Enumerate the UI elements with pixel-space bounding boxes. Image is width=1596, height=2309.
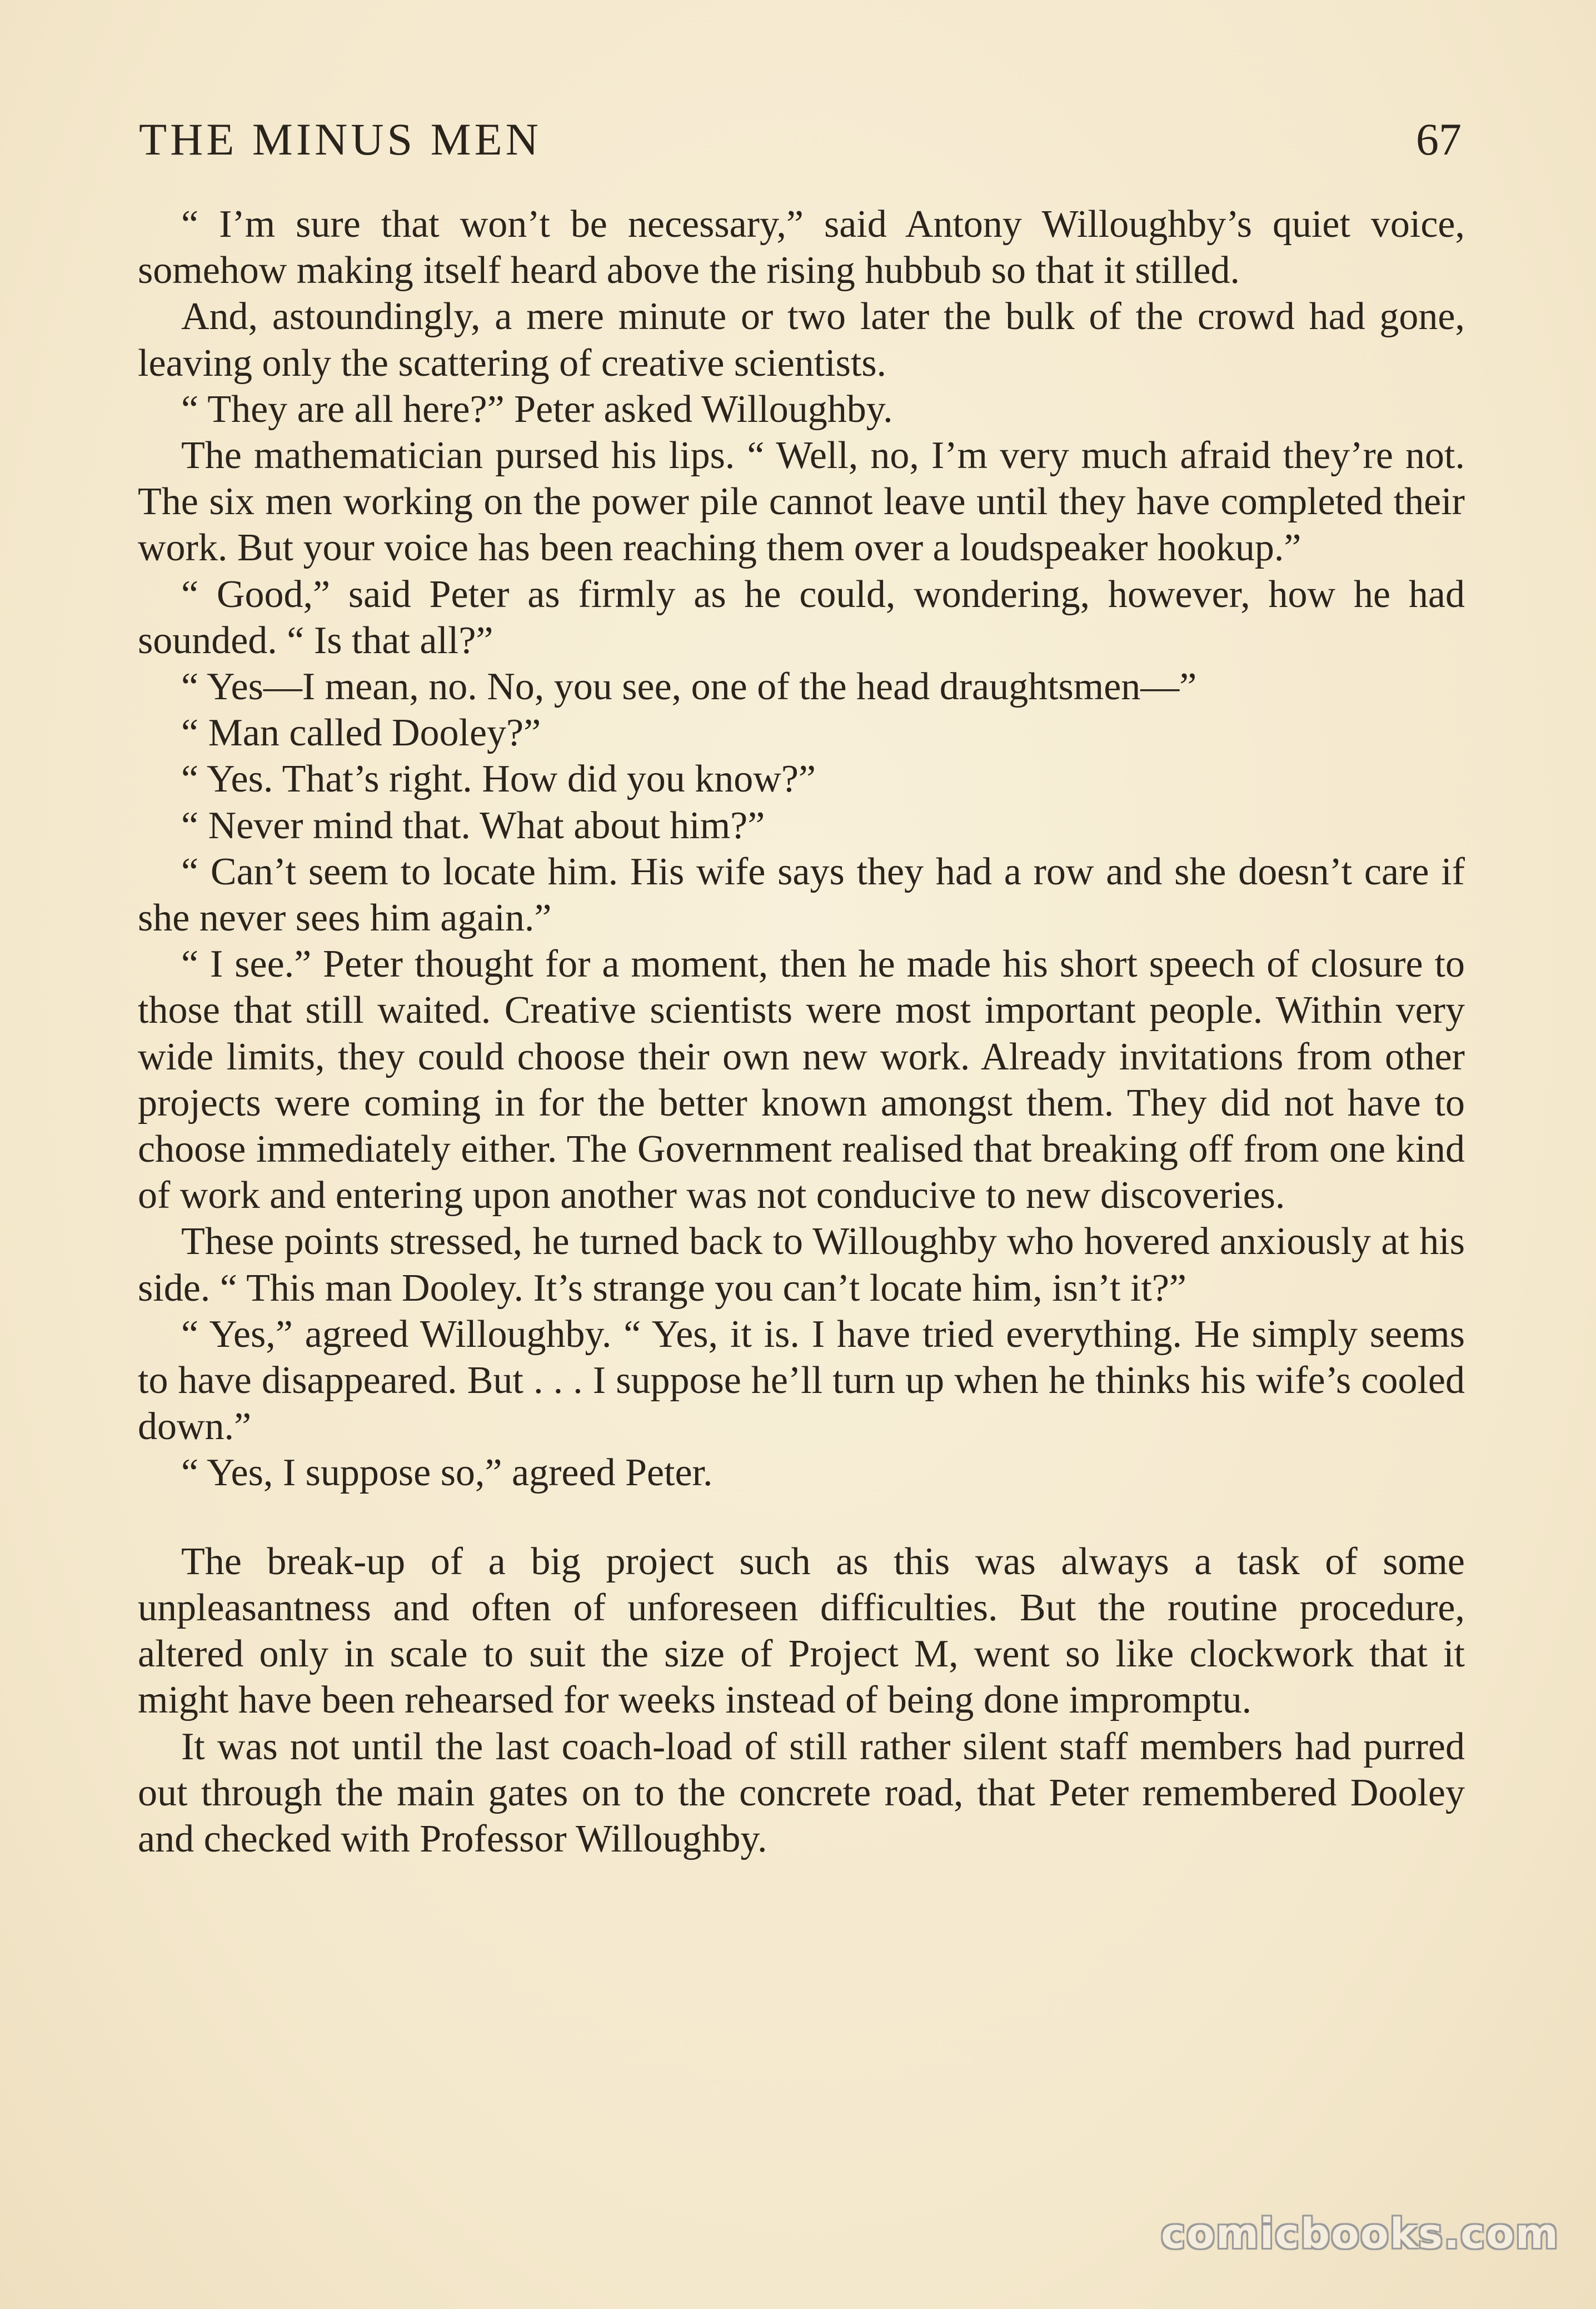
paragraph: The mathematician pursed his lips. “ Well, no, I’m very much afraid they’re not. The six men working on the power pile cannot leave until they have completed their work. But your voice has been reaching them over a loudspeaker hookup.”	[138, 434, 1465, 570]
paragraph: “ Yes, I suppose so,” agreed Peter.	[181, 1451, 713, 1495]
paragraph: It was not until the last coach-load of still rather silent staff members had purred out through the main gates on to the concrete road, that Peter remembered Dooley and checked with Professor Willoughby.	[138, 1725, 1465, 1860]
section-break	[138, 1496, 1465, 1539]
paragraph: “ They are all here?” Peter asked Willoughby.	[181, 387, 893, 431]
body-text	[138, 201, 1465, 1862]
paragraph: “ Yes. That’s right. How did you know?”	[181, 758, 816, 801]
running-head	[139, 109, 1462, 170]
paragraph: “ Yes—I mean, no. No, you see, one of the head draughtsmen—”	[181, 665, 1197, 709]
paragraph: “ Yes,” agreed Willoughby. “ Yes, it is. I have tried everything. He simply seems to have disappeared. But . . . I suppose he’ll turn up when he thinks his wife’s cooled down.”	[138, 1312, 1465, 1449]
paragraph: “ Never mind that. What about him?”	[181, 804, 765, 847]
paragraph: “ I see.” Peter thought for a moment, then he made his short speech of closure to those that still waited. Creative scientists were most important people. Within very wide limits, they could choose their own new work. Already invitations from other projects were coming in for the better known amongst them. They did not have to choose immediately either. The Government realised that breaking off from one kind of work and entering upon another was not conducive to new discoveries.	[138, 943, 1465, 1217]
paragraph: “ I’m sure that won’t be necessary,” said Antony Willoughby’s quiet voice, somehow making itself heard above the rising hubbub so that it stilled.	[138, 203, 1465, 292]
paragraph: These points stressed, he turned back to Willoughby who hovered anxiously at his side. “ This man Dooley. It’s strange you can’t locate him, isn’t it?”	[138, 1220, 1465, 1310]
watermark-logo: comicbooks.com	[1161, 2210, 1559, 2258]
running-title: THE MINUS MEN	[139, 114, 542, 165]
paragraph: “ Can’t seem to locate him. His wife says they had a row and she doesn’t care if she never sees him again.”	[138, 850, 1465, 940]
paragraph: The break-up of a big project such as this was always a task of some unpleasantness and often of unforeseen difficulties. But the routine procedure, altered only in scale to suit the size of Project M, went so like clockwork that it might have been rehearsed for weeks instead of being done impromptu.	[138, 1540, 1465, 1722]
paragraph: “ Good,” said Peter as firmly as he could, wondering, however, how he had sounded. “ Is that all?”	[138, 573, 1465, 662]
page-number: 67	[1416, 114, 1462, 165]
paragraph: “ Man called Dooley?”	[181, 711, 541, 755]
paragraph: And, astoundingly, a mere minute or two later the bulk of the crowd had gone, leaving only the scattering of creative scientists.	[138, 295, 1465, 385]
